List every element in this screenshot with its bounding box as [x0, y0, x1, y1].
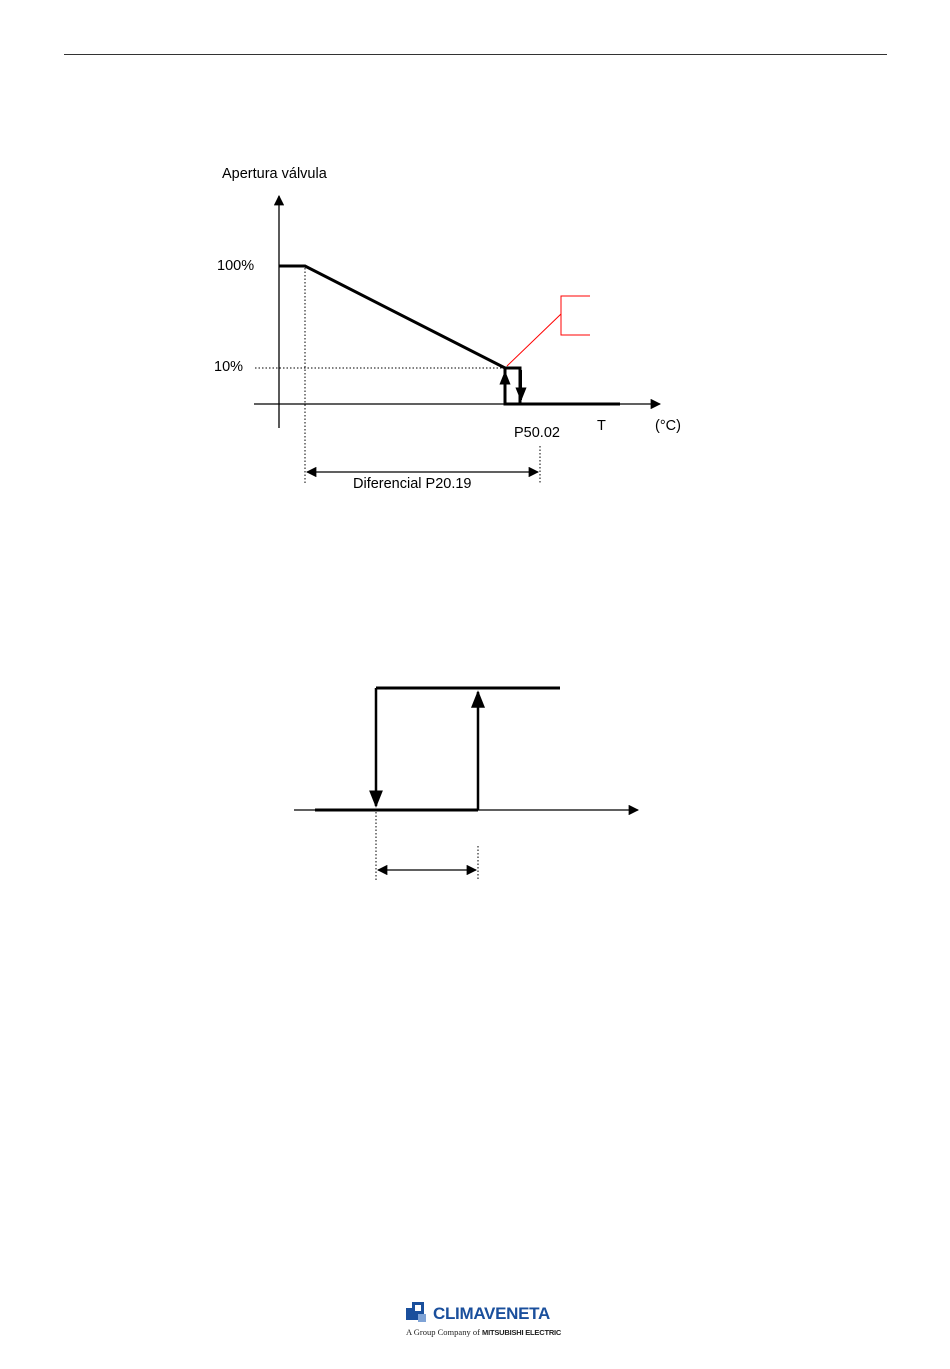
brand-tagline: [406, 1327, 561, 1337]
chart1-tick-10: 10%: [214, 359, 244, 375]
chart1-y-axis-label: Apertura válvula: [222, 166, 327, 182]
chart1-x-unit: (°C): [655, 418, 681, 434]
hysteresis-chart: [294, 688, 638, 880]
chart1-x-axis-label: T: [597, 418, 606, 434]
tagline-prefix: A Group Company of: [406, 1327, 480, 1337]
climaveneta-logo: [404, 1300, 562, 1342]
chart1-valve-curve: [279, 266, 520, 404]
climaveneta-logo-icon: [406, 1302, 432, 1326]
valve-opening-chart: [254, 196, 660, 483]
chart1-callout-bracket: [561, 296, 590, 335]
tagline-company: MITSUBISHI ELECTRIC: [482, 1328, 562, 1337]
chart1-tick-100: 100%: [217, 258, 255, 274]
chart1-differential-label: Diferencial P20.19: [353, 476, 472, 492]
chart1-callout-leader: [507, 314, 561, 366]
chart1-setpoint-label: P50.02: [514, 425, 560, 441]
chart1-off-segment: [505, 368, 620, 404]
brand-name: CLIMAVENETA: [433, 1304, 550, 1323]
